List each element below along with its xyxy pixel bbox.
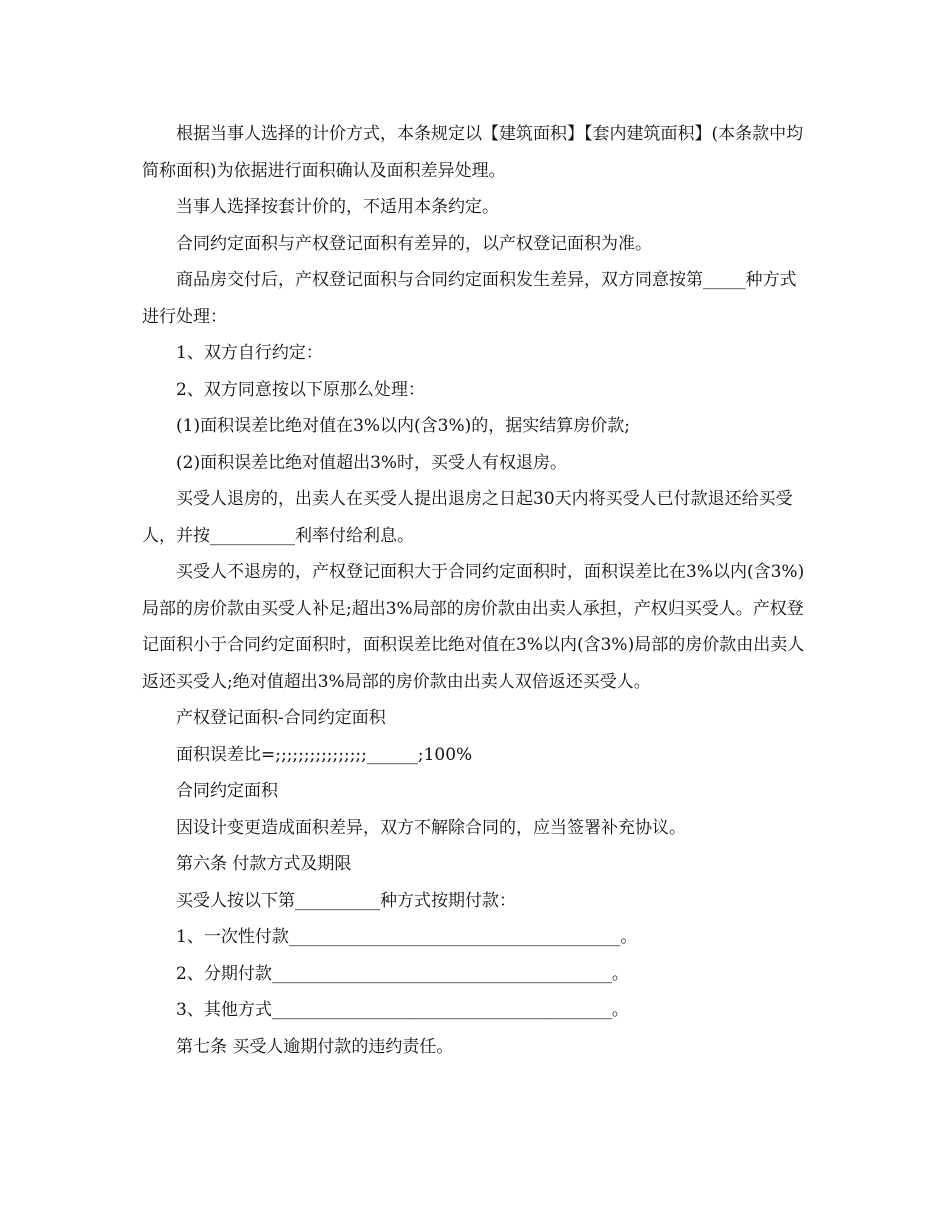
list-item-self-agreement: 1、双方自行约定： [176, 343, 323, 363]
paragraph-refund: 买受人退房的，出卖人在买受人提出退房之日起30天内将买受人已付款退还给买受人，并按__________利率付给利息。 [142, 489, 793, 546]
paragraph-pricing-method: 根据当事人选择的计价方式，本条规定以【建筑面积】【套内建筑面积】(本条款中均简称面积)为依据进行面积确认及面积差异处理。 [142, 124, 804, 181]
list-item-installment: 2、分期付款________________________________________。 [176, 963, 629, 984]
document-body [142, 116, 810, 1065]
section-heading-article-7: 第七条 买受人逾期付款的违约责任。 [176, 1036, 454, 1057]
list-item-within-3-percent: (1)面积误差比绝对值在3%以内(含3%)的，据实结算房价款; [176, 416, 631, 436]
formula-numerator: 产权登记面积-合同约定面积 [176, 708, 386, 728]
paragraph-payment-method: 买受人按以下第__________种方式按期付款： [176, 890, 516, 911]
paragraph-design-change: 因设计变更造成面积差异，双方不解除合同的，应当签署补充协议。 [176, 817, 686, 838]
list-item-lump-sum: 1、一次性付款_______________________________________。 [176, 927, 638, 947]
paragraph-area-difference: 合同约定面积与产权登记面积有差异的，以产权登记面积为准。 [176, 233, 652, 254]
list-item-exceed-3-percent: (2)面积误差比绝对值超出3%时，买受人有权退房。 [176, 452, 568, 473]
paragraph-per-unit-pricing: 当事人选择按套计价的，不适用本条约定。 [176, 197, 499, 217]
formula-denominator: 合同约定面积 [176, 781, 278, 801]
paragraph-no-refund: 买受人不退房的，产权登记面积大于合同约定面积时，面积误差比在3%以内(含3%)局部的房价款由买受人补足;超出3%局部的房价款由出卖人承担，产权归买受人。产权登记面积小于合同约定面积时，面积误差比绝对值在3%以内(含3%)局部的房价款由出卖人返还买受人;绝对值超出3%局部的房价款由出卖人双倍返还买受人。 [142, 562, 805, 692]
section-heading-article-6: 第六条 付款方式及期限 [176, 854, 352, 874]
list-item-principles: 2、双方同意按以下原那么处理： [176, 379, 425, 400]
formula-ratio: 面积误差比=;;;;;;;;;;;;;;;;______;100% [176, 744, 473, 765]
list-item-other-method: 3、其他方式________________________________________。 [176, 1000, 629, 1020]
paragraph-handling-method: 商品房交付后，产权登记面积与合同约定面积发生差异，双方同意按第_____种方式进行处理： [142, 270, 797, 327]
